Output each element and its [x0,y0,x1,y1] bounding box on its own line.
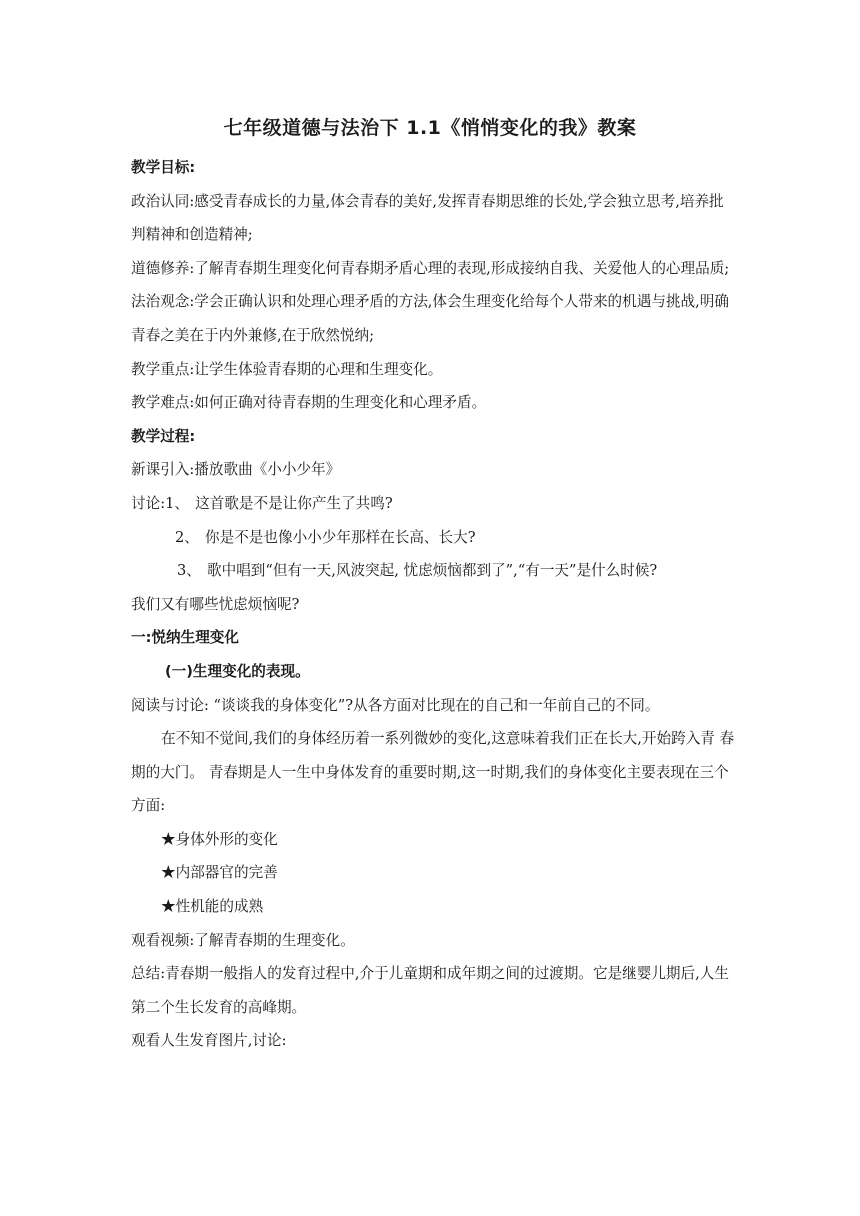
discussion-label: 讨论: [131,494,166,512]
process-heading: 教学过程: [131,427,196,445]
section-heading: 一:悦纳生理变化 [131,629,239,647]
video-line: 观看视频:了解青春期的生理变化。 [131,931,355,949]
list-item: ★性机能的成熟 [161,898,264,916]
question-text: 你是不是也像小小少年那样在长高、长大? [205,528,476,546]
images-discussion: 观看人生发育图片,讨论: [131,1032,287,1050]
key-point: 教学重点:让学生体验青春期的心理和生理变化。 [131,360,443,378]
goal-political: 政治认同:感受青春成长的力量,体会青春的美好,发挥青春期思维的长处,学会独立思考,培养批判精神和创造精神; [131,192,724,244]
question-text: 歌中唱到“但有一天,风波突起, 忧虑烦恼都到了”,“有一天”是什么时候? [207,562,658,580]
subsection-heading: (一)生理变化的表现。 [165,662,310,680]
question-number: 3、 [177,562,201,580]
intro-line: 新课引入:播放歌曲《小小少年》 [131,461,341,479]
goal-law: 法治观念:学会正确认识和处理心理矛盾的方法,体会生理变化给每个人带来的机遇与挑战,明确青春之美在于内外兼修,在于欣然悦纳; [131,293,729,344]
difficult-point: 教学难点:如何正确对待青春期的生理变化和心理矛盾。 [131,394,487,412]
goals-heading: 教学目标: [131,159,196,176]
goal-moral: 道德修养:了解青春期生理变化何青春期矛盾心理的表现,形成接纳自我、关爱他人的心理品质; [131,259,730,277]
reading-discussion: 阅读与讨论: “谈谈我的身体变化”?从各方面对比现在的自己和一年前自己的不同。 [131,696,660,714]
discussion-question-3 [131,554,735,588]
list-item: ★身体外形的变化 [161,830,278,848]
document-body [131,151,735,1058]
discussion-question-2 [131,521,735,555]
question-number: 2、 [175,528,199,546]
document-title: 七年级道德与法治下 1.1《悄悄变化的我》教案 [223,117,637,139]
discussion-question-1 [131,487,735,521]
summary-paragraph: 总结:青春期一般指人的发育过程中,介于儿童期和成年期之间的过渡期。它是继婴儿期后,人生第二个生长发育的高峰期。 [131,965,729,1016]
list-item: ★内部器官的完善 [161,864,278,882]
question-3-continuation: 我们又有哪些忧虑烦恼呢? [131,595,300,613]
question-number: 1、 [165,494,189,512]
question-text: 这首歌是不是让你产生了共鸣? [195,494,393,512]
body-paragraph: 在不知不觉间,我们的身体经历着一系列微妙的变化,这意味着我们正在长大,开始跨入青 春期的大门。 青春期是人一生中身体发育的重要时期,这一时期,我们的身体变化主要表现在三个方面: [131,730,735,815]
